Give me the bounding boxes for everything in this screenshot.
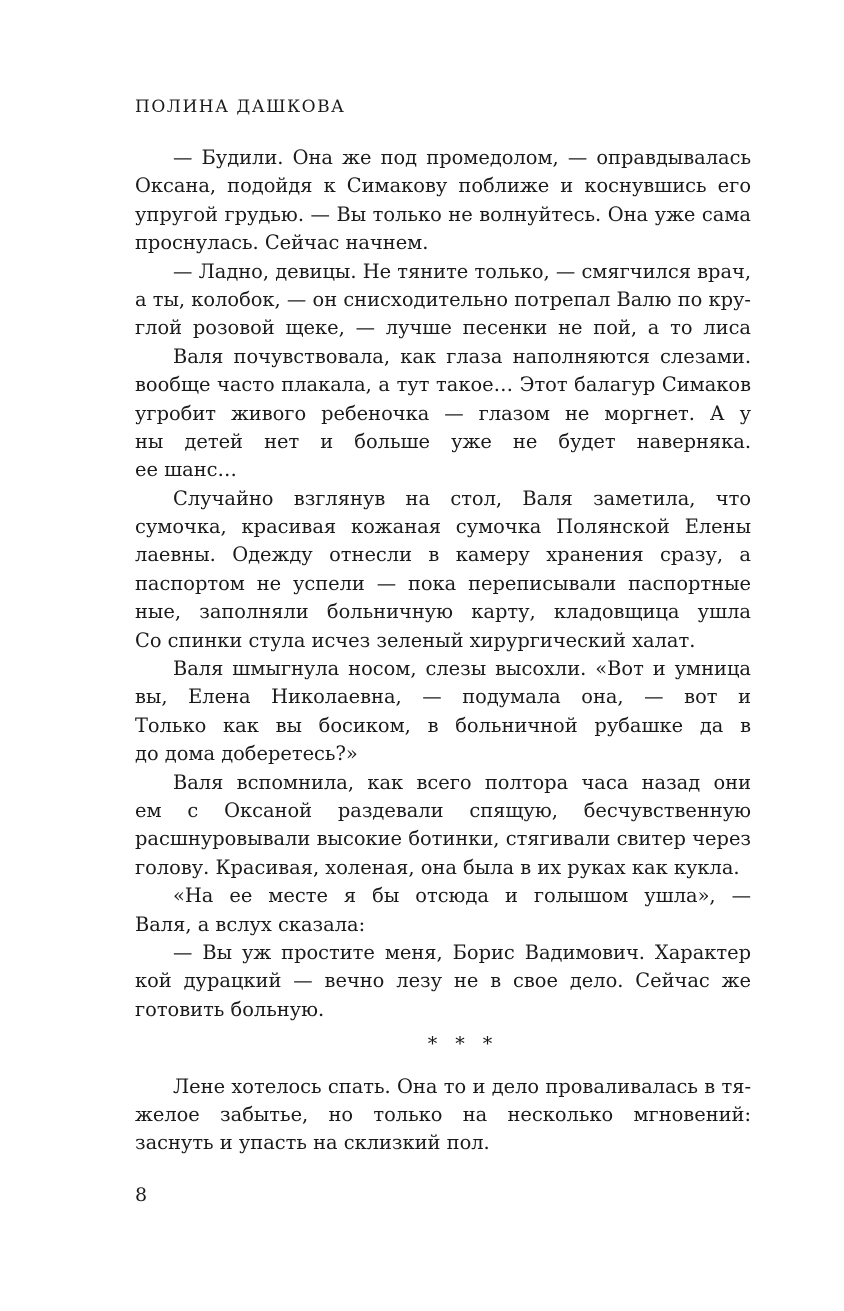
text-line: Валя вспомнила, как всего полтора часа назад они	[173, 770, 751, 794]
section-break: * * *	[427, 1033, 499, 1056]
text-line: Со спинки стула исчез зеленый хирургический халат.	[135, 628, 696, 652]
text-line: ные, заполняли больничную карту, кладовщица ушла	[135, 600, 751, 624]
text-line: ем с Оксаной раздевали спящую, бесчувственную	[135, 798, 751, 822]
text-line: Валя почувствовала, как глаза наполняются слезами.	[173, 344, 751, 368]
text-line: а ты, колобок, — он снисходительно потрепал Валю по кру-	[135, 287, 751, 311]
text-line: Оксана, подойдя к Симакову поближе и коснувшись его	[135, 174, 751, 198]
text-line: паспортом не успели — пока переписывали паспортные	[135, 571, 751, 595]
text-line: желое забытье, но только на несколько мгновений:	[135, 1102, 751, 1126]
text-line: ее шанс…	[135, 458, 237, 482]
text-line: сумочка, красивая кожаная сумочка Полянской Елены	[135, 515, 751, 539]
text-line: — Вы уж простите меня, Борис Вадимович. Характер	[173, 940, 751, 964]
text-line: угробит живого ребеночка — глазом не моргнет. А у	[135, 401, 751, 425]
text-line: упругой грудью. — Вы только не волнуйтесь. Она уже сама	[135, 202, 751, 226]
text-line: Валя, а вслух сказала:	[135, 912, 366, 936]
running-head: ПОЛИНА ДАШКОВА	[135, 97, 346, 117]
page-number: 8	[135, 1184, 148, 1206]
text-line: глой розовой щеке, — лучше песенки не пой, а то лиса	[135, 316, 751, 340]
text-line: заснуть и упасть на склизкий пол.	[135, 1131, 490, 1155]
text-line: проснулась. Сейчас начнем.	[135, 231, 429, 255]
text-line: Валя шмыгнула носом, слезы высохли. «Вот и умница	[173, 657, 751, 681]
text-line: расшнуровывали высокие ботинки, стягивали свитер через	[135, 827, 751, 851]
text-line: — Ладно, девицы. Не тяните только, — смягчился врач,	[173, 259, 751, 283]
text-line: вообще часто плакала, а тут такое… Этот балагур Симаков	[135, 373, 751, 397]
body-text	[135, 144, 751, 1158]
text-line: вы, Елена Николаевна, — подумала она, — вот и	[135, 685, 751, 709]
text-line: — Будили. Она же под промедолом, — оправдывалась	[173, 146, 751, 169]
text-line: голову. Красивая, холеная, она была в их руках как кукла.	[135, 855, 740, 879]
text-line: лаевны. Одежду отнесли в камеру хранения сразу, а	[135, 543, 751, 567]
text-line: до дома доберетесь?»	[135, 742, 358, 766]
text-line: кой дурацкий — вечно лезу не в свое дело. Сейчас же	[135, 969, 751, 993]
text-line: ны детей нет и больше уже не будет наверняка.	[135, 429, 751, 453]
text-line: Лене хотелось спать. Она то и дело проваливалась в тя-	[173, 1074, 751, 1098]
text-line: Случайно взглянув на стол, Валя заметила, что	[173, 486, 751, 510]
text-line: «На ее месте я бы отсюда и голышом ушла», —	[173, 884, 751, 908]
text-line: Только как вы босиком, в больничной рубашке да в	[135, 713, 751, 737]
text-line: готовить больную.	[135, 997, 325, 1021]
